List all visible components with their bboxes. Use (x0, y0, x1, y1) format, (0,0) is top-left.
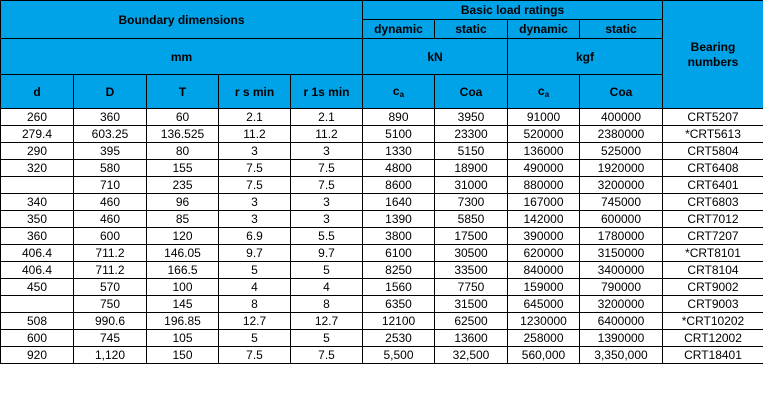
cell-coa-kn: 32,500 (435, 347, 508, 364)
cell-r1s-min: 7.5 (291, 347, 363, 364)
col-ca-kn-header (363, 75, 435, 109)
table-row (1, 160, 763, 177)
cell-T: 166.5 (147, 262, 219, 279)
cell-coa-kgf: 1780000 (580, 228, 663, 245)
dynamic-header-kgf: dynamic (508, 20, 580, 39)
cell-D: 570 (74, 279, 147, 296)
cell-r1s-min: 12.7 (291, 313, 363, 330)
cell-coa-kn: 18900 (435, 160, 508, 177)
cell-bearing-number: CRT9002 (663, 279, 763, 296)
cell-bearing-number: CRT5804 (663, 143, 763, 160)
cell-T: 136.525 (147, 126, 219, 143)
col-T-header: T (147, 75, 219, 109)
col-D-header: D (74, 75, 147, 109)
cell-ca-kgf: 840000 (508, 262, 580, 279)
cell-r1s-min: 5 (291, 330, 363, 347)
cell-bearing-number: CRT9003 (663, 296, 763, 313)
cell-T: 155 (147, 160, 219, 177)
cell-d: 920 (1, 347, 74, 364)
cell-coa-kn: 7750 (435, 279, 508, 296)
table-row (1, 330, 763, 347)
cell-r1s-min: 7.5 (291, 177, 363, 194)
cell-coa-kn: 3950 (435, 109, 508, 126)
bearing-numbers-line2: numbers (687, 54, 739, 69)
cell-ca-kn: 1640 (363, 194, 435, 211)
cell-coa-kn: 62500 (435, 313, 508, 330)
cell-ca-kgf: 620000 (508, 245, 580, 262)
cell-D: 711.2 (74, 262, 147, 279)
cell-rs-min: 3 (219, 211, 291, 228)
col-r1s-min-header: r 1s min (291, 75, 363, 109)
table-header (1, 1, 763, 109)
cell-ca-kgf: 560,000 (508, 347, 580, 364)
cell-ca-kn: 5100 (363, 126, 435, 143)
cell-T: 145 (147, 296, 219, 313)
cell-bearing-number: *CRT10202 (663, 313, 763, 330)
cell-T: 235 (147, 177, 219, 194)
cell-r1s-min: 2.1 (291, 109, 363, 126)
cell-ca-kgf: 258000 (508, 330, 580, 347)
cell-T: 146.05 (147, 245, 219, 262)
cell-d: 360 (1, 228, 74, 245)
col-ca-kn-subscript: a (399, 90, 405, 99)
cell-d: 260 (1, 109, 74, 126)
cell-ca-kn: 2530 (363, 330, 435, 347)
cell-coa-kn: 5850 (435, 211, 508, 228)
cell-ca-kn: 12100 (363, 313, 435, 330)
col-ca-kn-label: c (392, 84, 400, 98)
cell-r1s-min: 3 (291, 194, 363, 211)
static-header-kgf: static (580, 20, 663, 39)
cell-bearing-number: *CRT8101 (663, 245, 763, 262)
cell-d (1, 177, 74, 194)
col-rs-min-header: r s min (219, 75, 291, 109)
cell-ca-kn: 1390 (363, 211, 435, 228)
cell-coa-kgf: 600000 (580, 211, 663, 228)
table-row (1, 296, 763, 313)
cell-rs-min: 5 (219, 262, 291, 279)
cell-d: 350 (1, 211, 74, 228)
cell-d: 406.4 (1, 245, 74, 262)
cell-r1s-min: 8 (291, 296, 363, 313)
cell-r1s-min: 3 (291, 143, 363, 160)
unit-kn-header: kN (363, 39, 508, 75)
cell-coa-kgf: 3200000 (580, 296, 663, 313)
cell-r1s-min: 4 (291, 279, 363, 296)
cell-coa-kgf: 3,350,000 (580, 347, 663, 364)
cell-bearing-number: CRT18401 (663, 347, 763, 364)
table-row (1, 177, 763, 194)
cell-bearing-number: CRT7012 (663, 211, 763, 228)
cell-coa-kn: 33500 (435, 262, 508, 279)
table-row (1, 211, 763, 228)
cell-D: 360 (74, 109, 147, 126)
cell-T: 120 (147, 228, 219, 245)
cell-T: 85 (147, 211, 219, 228)
cell-coa-kgf: 6400000 (580, 313, 663, 330)
cell-bearing-number: CRT6408 (663, 160, 763, 177)
cell-D: 600 (74, 228, 147, 245)
cell-ca-kn: 6350 (363, 296, 435, 313)
unit-mm-header: mm (1, 39, 363, 75)
cell-coa-kn: 23300 (435, 126, 508, 143)
table-row (1, 279, 763, 296)
cell-ca-kgf: 390000 (508, 228, 580, 245)
cell-rs-min: 4 (219, 279, 291, 296)
cell-coa-kgf: 790000 (580, 279, 663, 296)
cell-rs-min: 7.5 (219, 177, 291, 194)
table-row (1, 143, 763, 160)
cell-coa-kn: 7300 (435, 194, 508, 211)
table-row (1, 347, 763, 364)
cell-ca-kn: 3800 (363, 228, 435, 245)
table-body (1, 109, 763, 364)
cell-coa-kn: 31500 (435, 296, 508, 313)
table-row (1, 109, 763, 126)
cell-coa-kgf: 525000 (580, 143, 663, 160)
cell-T: 100 (147, 279, 219, 296)
cell-bearing-number: CRT12002 (663, 330, 763, 347)
cell-D: 990.6 (74, 313, 147, 330)
col-coa-kgf-header: Coa (580, 75, 663, 109)
cell-r1s-min: 11.2 (291, 126, 363, 143)
cell-d: 340 (1, 194, 74, 211)
cell-coa-kn: 13600 (435, 330, 508, 347)
cell-ca-kn: 1330 (363, 143, 435, 160)
cell-r1s-min: 5.5 (291, 228, 363, 245)
cell-D: 1,120 (74, 347, 147, 364)
cell-ca-kgf: 1230000 (508, 313, 580, 330)
table-row (1, 194, 763, 211)
cell-ca-kn: 5,500 (363, 347, 435, 364)
cell-bearing-number: CRT6401 (663, 177, 763, 194)
cell-rs-min: 9.7 (219, 245, 291, 262)
cell-d: 406.4 (1, 262, 74, 279)
cell-rs-min: 12.7 (219, 313, 291, 330)
cell-ca-kn: 890 (363, 109, 435, 126)
cell-coa-kn: 30500 (435, 245, 508, 262)
cell-ca-kgf: 645000 (508, 296, 580, 313)
cell-bearing-number: *CRT5613 (663, 126, 763, 143)
cell-d: 450 (1, 279, 74, 296)
cell-D: 460 (74, 211, 147, 228)
dynamic-header-kn: dynamic (363, 20, 435, 39)
boundary-dimensions-header: Boundary dimensions (1, 1, 363, 39)
table-row (1, 262, 763, 279)
cell-T: 150 (147, 347, 219, 364)
cell-D: 711.2 (74, 245, 147, 262)
cell-r1s-min: 7.5 (291, 160, 363, 177)
static-header-kn: static (435, 20, 508, 39)
cell-d: 600 (1, 330, 74, 347)
cell-D: 395 (74, 143, 147, 160)
cell-ca-kn: 8600 (363, 177, 435, 194)
cell-rs-min: 5 (219, 330, 291, 347)
cell-ca-kgf: 490000 (508, 160, 580, 177)
cell-coa-kgf: 3400000 (580, 262, 663, 279)
cell-ca-kgf: 167000 (508, 194, 580, 211)
cell-D: 580 (74, 160, 147, 177)
cell-coa-kgf: 745000 (580, 194, 663, 211)
cell-coa-kgf: 400000 (580, 109, 663, 126)
cell-ca-kgf: 159000 (508, 279, 580, 296)
col-coa-kn-header: Coa (435, 75, 508, 109)
cell-bearing-number: CRT6803 (663, 194, 763, 211)
cell-d: 290 (1, 143, 74, 160)
cell-D: 460 (74, 194, 147, 211)
bearing-numbers-line1: Bearing (690, 39, 736, 54)
cell-r1s-min: 9.7 (291, 245, 363, 262)
cell-rs-min: 8 (219, 296, 291, 313)
cell-coa-kn: 17500 (435, 228, 508, 245)
cell-coa-kn: 5150 (435, 143, 508, 160)
cell-ca-kgf: 91000 (508, 109, 580, 126)
cell-ca-kn: 6100 (363, 245, 435, 262)
cell-T: 60 (147, 109, 219, 126)
cell-d: 320 (1, 160, 74, 177)
cell-T: 196.85 (147, 313, 219, 330)
basic-load-ratings-header: Basic load ratings (363, 1, 663, 20)
bearing-numbers-header (663, 1, 763, 109)
cell-D: 603.25 (74, 126, 147, 143)
cell-rs-min: 2.1 (219, 109, 291, 126)
cell-ca-kn: 4800 (363, 160, 435, 177)
cell-D: 750 (74, 296, 147, 313)
col-ca-kgf-label: c (537, 84, 545, 98)
cell-d: 279.4 (1, 126, 74, 143)
col-ca-kgf-subscript: a (544, 90, 550, 99)
cell-rs-min: 3 (219, 194, 291, 211)
cell-bearing-number: CRT8104 (663, 262, 763, 279)
table-row (1, 313, 763, 330)
cell-T: 96 (147, 194, 219, 211)
cell-ca-kn: 1560 (363, 279, 435, 296)
table-row (1, 228, 763, 245)
col-ca-kgf-header (508, 75, 580, 109)
cell-D: 745 (74, 330, 147, 347)
cell-ca-kn: 8250 (363, 262, 435, 279)
cell-ca-kgf: 142000 (508, 211, 580, 228)
cell-d: 508 (1, 313, 74, 330)
cell-ca-kgf: 520000 (508, 126, 580, 143)
table-row (1, 245, 763, 262)
cell-D: 710 (74, 177, 147, 194)
cell-bearing-number: CRT7207 (663, 228, 763, 245)
cell-rs-min: 3 (219, 143, 291, 160)
cell-coa-kgf: 1920000 (580, 160, 663, 177)
cell-T: 80 (147, 143, 219, 160)
cell-rs-min: 11.2 (219, 126, 291, 143)
table-row (1, 126, 763, 143)
cell-rs-min: 7.5 (219, 347, 291, 364)
cell-coa-kgf: 1390000 (580, 330, 663, 347)
cell-coa-kn: 31000 (435, 177, 508, 194)
cell-r1s-min: 5 (291, 262, 363, 279)
col-d-header: d (1, 75, 74, 109)
cell-coa-kgf: 2380000 (580, 126, 663, 143)
cell-bearing-number: CRT5207 (663, 109, 763, 126)
unit-kgf-header: kgf (508, 39, 663, 75)
cell-d (1, 296, 74, 313)
cell-coa-kgf: 3200000 (580, 177, 663, 194)
cell-rs-min: 6.9 (219, 228, 291, 245)
cell-rs-min: 7.5 (219, 160, 291, 177)
cell-ca-kgf: 880000 (508, 177, 580, 194)
cell-r1s-min: 3 (291, 211, 363, 228)
cell-coa-kgf: 3150000 (580, 245, 663, 262)
cell-T: 105 (147, 330, 219, 347)
cell-ca-kgf: 136000 (508, 143, 580, 160)
